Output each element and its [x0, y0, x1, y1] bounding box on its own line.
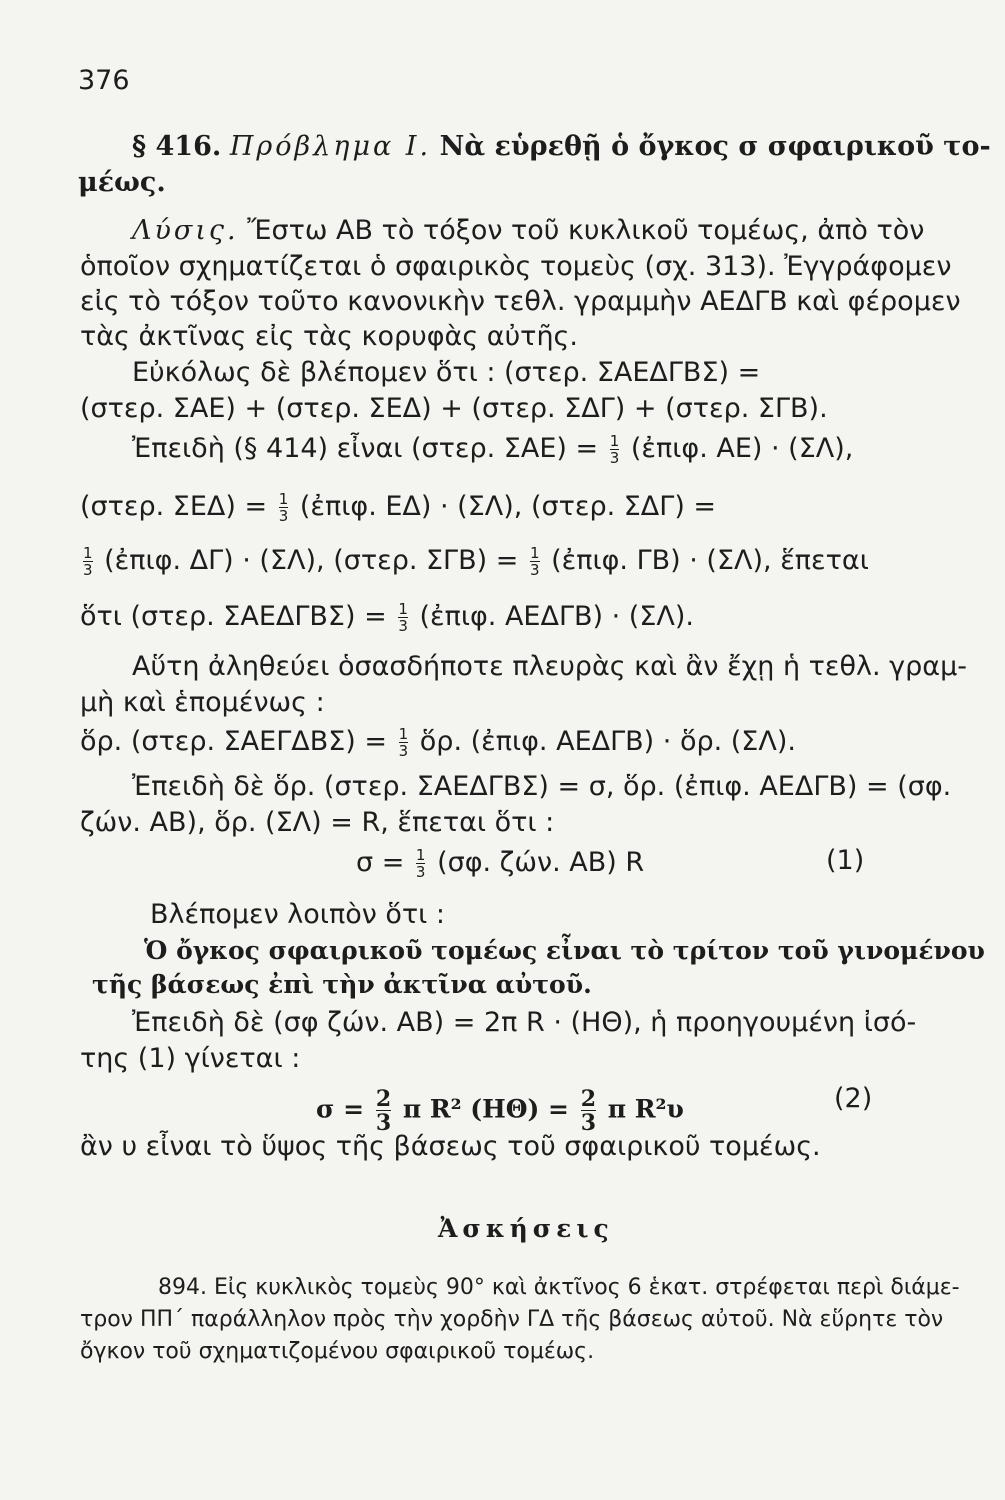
problem-label: Πρόβλημα Ι.	[229, 131, 432, 162]
denominator: 3	[415, 862, 426, 881]
equation-1	[356, 846, 644, 880]
fraction-two-thirds	[376, 1088, 391, 1134]
text-segment: (ἐπιφ. ΑΕΔΓΒ) · (ΣΛ).	[419, 601, 694, 632]
exercise-line: ὄγκον τοῦ σχηματιζομένου σφαιρικοῦ τομέως.	[80, 1339, 595, 1364]
text-line: τὰς ἀκτῖνας εἰς τὰς κορυφὰς αὐτῆς.	[80, 321, 578, 352]
fraction-one-third	[278, 489, 289, 525]
text-line: εἰς τὸ τόξον τοῦτο κανονικὴν τεθλ. γραμμὴν ΑΕΔΓΒ καὶ φέρομεν	[80, 286, 961, 317]
text-line: Αὕτη ἀληθεύει ὁσασδήποτε πλευρὰς καὶ ἂν ἔχῃ ἡ τεθλ. γραμ-	[132, 651, 967, 682]
text-line: (στερ. ΣΑΕ) + (στερ. ΣΕΔ) + (στερ. ΣΔΓ) + (στερ. ΣΓΒ).	[80, 393, 828, 424]
denominator: 3	[398, 616, 408, 635]
fraction-two-thirds	[581, 1088, 596, 1134]
denominator: 3	[529, 560, 540, 579]
text-line: Ἐπειδὴ δὲ (σφ ζών. ΑΒ) = 2π R · (ΗΘ), ἡ προηγουμένη ἰσό-	[132, 1007, 917, 1038]
numerator: 1	[609, 431, 620, 450]
numerator: 1	[415, 845, 426, 864]
text-line: Βλέπομεν λοιπὸν ὅτι :	[150, 899, 445, 930]
equation-line	[80, 725, 796, 759]
numerator: 1	[529, 543, 540, 562]
text-segment: π R²υ	[607, 1094, 684, 1124]
denominator: 3	[375, 1110, 392, 1136]
text-line: Εὐκόλως δὲ βλέπομεν ὅτι : (στερ. ΣΑΕΔΓΒΣ) =	[132, 357, 761, 388]
problem-title-cont: μέως.	[78, 167, 166, 198]
numerator: 2	[580, 1086, 597, 1112]
text-line: Ἐπειδὴ δὲ ὅρ. (στερ. ΣΑΕΔΓΒΣ) = σ, ὅρ. (ἐπιφ. ΑΕΔΓΒ) = (σφ.	[132, 771, 952, 802]
numerator: 1	[83, 543, 93, 562]
fraction-one-third	[398, 724, 409, 760]
theorem-line: Ὁ ὄγκος σφαιρικοῦ τομέως εἶναι τὸ τρίτον τοῦ γινομένου	[144, 936, 985, 965]
text-segment: (στερ. ΣΕΔ) =	[80, 491, 268, 522]
solution-text: Ἔστω ΑΒ τὸ τόξον τοῦ κυκλικοῦ τομέως, ἀπὸ τὸν	[247, 215, 925, 246]
theorem-line: τῆς βάσεως ἐπὶ τὴν ἀκτῖνα αὐτοῦ.	[92, 970, 592, 999]
text-segment: (σφ. ζών. ΑΒ) R	[437, 847, 645, 878]
fraction-one-third	[398, 599, 408, 635]
section-number: § 416.	[132, 131, 222, 162]
equation-line	[80, 600, 694, 634]
denominator: 3	[278, 506, 289, 525]
exercise-line: 894. Εἰς κυκλικὸς τομεὺς 90° καὶ ἀκτῖνος 6 ἑκατ. στρέφεται περὶ διάμε-	[158, 1275, 960, 1300]
denominator: 3	[398, 741, 409, 760]
equation-line	[80, 490, 716, 524]
text-line: μὴ καὶ ἑπομένως :	[80, 687, 325, 718]
text-segment: π R² (ΗΘ) =	[402, 1094, 569, 1124]
page-number: 376	[78, 65, 130, 96]
text-segment: ὅρ. (ἐπιφ. ΑΕΔΓΒ) · ὅρ. (ΣΛ).	[419, 726, 796, 757]
text-segment: σ =	[316, 1094, 365, 1124]
text-line: ὁποῖον σχηματίζεται ὁ σφαιρικὸς τομεὺς (σχ. 313). Ἐγγράφομεν	[80, 251, 952, 282]
equation-line	[132, 432, 853, 466]
text-segment: σ =	[356, 847, 405, 878]
text-segment: Ἐπειδὴ (§ 414) εἶναι (στερ. ΣΑΕ) =	[132, 433, 599, 464]
fraction-one-third	[529, 543, 540, 579]
text-segment: (ἐπιφ. ΕΔ) · (ΣΛ), (στερ. ΣΔΓ) =	[299, 491, 717, 522]
equation-number: (2)	[834, 1083, 873, 1114]
equation-2	[316, 1088, 684, 1134]
text-segment: (ἐπιφ. ΔΓ) · (ΣΛ), (στερ. ΣΓΒ) =	[104, 545, 519, 576]
text-segment: (ἐπιφ. ΓΒ) · (ΣΛ), ἕπεται	[551, 545, 869, 576]
fraction-one-third	[609, 431, 620, 467]
text-line: ζών. ΑΒ), ὅρ. (ΣΛ) = R, ἕπεται ὅτι :	[80, 807, 555, 838]
fraction-one-third	[83, 543, 93, 579]
exercises-heading: Ἀσκήσεις	[438, 1214, 614, 1243]
denominator: 3	[83, 560, 93, 579]
numerator: 1	[278, 489, 289, 508]
exercise-line: τρον ΠΠ΄ παράλληλον πρὸς τὴν χορδὴν ΓΔ τῆς βάσεως αὐτοῦ. Νὰ εὕρητε τὸν	[80, 1307, 944, 1332]
numerator: 2	[375, 1086, 392, 1112]
denominator: 3	[609, 448, 620, 467]
text-line: της (1) γίνεται :	[80, 1043, 301, 1074]
numerator: 1	[398, 599, 408, 618]
text-line: ἂν υ εἶναι τὸ ὕψος τῆς βάσεως τοῦ σφαιρικοῦ τομέως.	[80, 1131, 821, 1162]
solution-label: Λύσις.	[132, 215, 239, 246]
numerator: 1	[398, 724, 409, 743]
equation-line	[80, 544, 869, 578]
fraction-one-third	[415, 845, 426, 881]
text-segment: (ἐπιφ. ΑΕ) · (ΣΛ),	[630, 433, 854, 464]
solution-line-1	[132, 214, 924, 248]
denominator: 3	[580, 1110, 597, 1136]
section-heading	[132, 130, 991, 164]
text-segment: ὅτι (στερ. ΣΑΕΔΓΒΣ) =	[80, 601, 387, 632]
equation-number: (1)	[826, 845, 865, 876]
text-segment: ὅρ. (στερ. ΣΑΕΓΔΒΣ) =	[80, 726, 388, 757]
problem-title: Νὰ εὑρεθῇ ὁ ὄγκος σ σφαιρικοῦ το-	[439, 131, 991, 162]
